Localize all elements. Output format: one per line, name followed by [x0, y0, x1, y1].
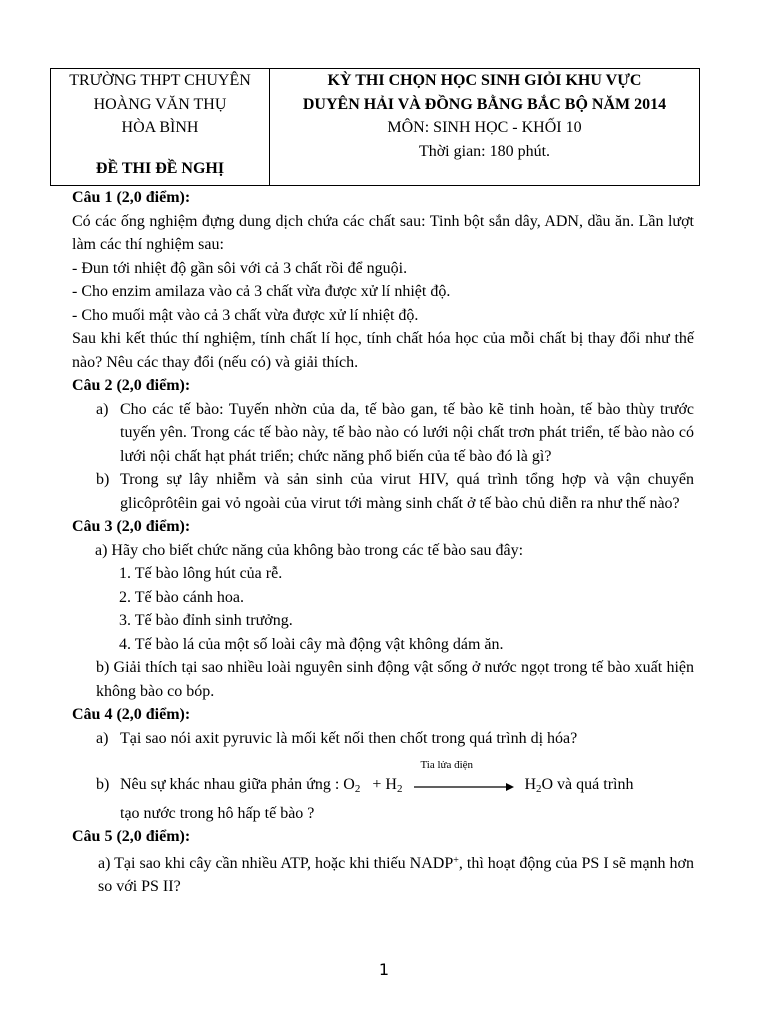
question-1-prompt: Sau khi kết thúc thí nghiệm, tính chất lí học, tính chất hóa học của mỗi chất bị thay đổi như thế nào? Nêu các thay đổi (nếu có) và giải thích.	[72, 330, 694, 371]
school-location: HÒA BÌNH	[121, 119, 199, 136]
question-1-step-3: - Cho muối mật vào cả 3 chất vừa được xử lí nhiệt độ.	[72, 306, 419, 324]
exam-proposal-label: ĐỀ THI ĐỀ NGHỊ	[95, 159, 225, 177]
question-4-part-b-line2: tạo nước trong hô hấp tế bào ?	[120, 804, 315, 822]
reaction-arrow	[414, 759, 514, 795]
question-3-item-2: 2. Tế bào cánh hoa.	[119, 588, 244, 606]
question-1-step-2: - Cho enzim amilaza vào cả 3 chất vừa được xử lí nhiệt độ.	[72, 283, 451, 300]
exam-subject: MÔN: SINH HỌC - KHỐI 10	[387, 119, 582, 136]
question-3-part-b: b) Giải thích tại sao nhiều loài nguyên sinh động vật sống ở nước ngọt trong tế bào xuất hiện không bào co bóp.	[96, 659, 694, 700]
list-marker: a)	[96, 729, 109, 747]
question-5-part-a: a) Tại sao khi cây cần nhiều ATP, hoặc khi thiếu NADP+, thì hoạt động của PS I sẽ mạnh hơn so với PS II?	[98, 854, 695, 895]
question-5-title: Câu 5 (2,0 điểm):	[72, 828, 191, 845]
question-4-title: Câu 4 (2,0 điểm):	[72, 706, 191, 723]
exam-title-line1: KỲ THI CHỌN HỌC SINH GIỎI KHU VỰC	[327, 72, 642, 89]
question-4-part-a-text: Tại sao nói axit pyruvic là mối kết nối then chốt trong quá trình dị hóa?	[120, 729, 578, 747]
exam-duration: Thời gian: 180 phút.	[418, 142, 551, 160]
question-4-part-a	[96, 727, 694, 751]
exam-info-cell	[270, 69, 700, 186]
exam-header-table	[50, 68, 700, 186]
question-2-part-a-text: Cho các tế bào: Tuyến nhờn của da, tế bào gan, tế bào kẽ tinh hoàn, tế bào thùy trước tuyến yên. Trong các tế bào này, tế bào nào có lưới nội chất trơn phát triển, tế bào nào có lưới nội chất hạt phát triển; chức năng phổ biến của tế bào đó là gì?	[120, 400, 694, 465]
question-2-part-b-text: Trong sự lây nhiễm và sản sinh của virut HIV, quá trình tổng hợp và vận chuyển glicôprôtêin gai vỏ ngoài của virut tới màng sinh chất ở tế bào chủ diễn ra như thế nào?	[120, 471, 694, 512]
exam-title-line2: DUYÊN HẢI VÀ ĐỒNG BẰNG BẮC BỘ NĂM 2014	[302, 95, 667, 113]
list-marker: b)	[96, 471, 110, 488]
list-marker: a)	[96, 400, 109, 418]
question-2-title: Câu 2 (2,0 điểm):	[72, 377, 191, 394]
school-name-line1: TRƯỜNG THPT CHUYÊN	[69, 72, 251, 89]
question-4-part-b-text: Nêu sự khác nhau giữa phản ứng : $O_2 + H_2$ Tia lửa điện $H_2O$ và quá trình tạo nước trong hô hấp tế bào ?	[120, 759, 634, 822]
question-2-part-b	[96, 468, 694, 515]
school-info-cell	[51, 69, 270, 186]
question-2-part-a	[96, 398, 694, 469]
school-name-line2: HOÀNG VĂN THỤ	[93, 95, 227, 113]
question-3-item-1: 1. Tế bào lông hút của rễ.	[119, 565, 283, 582]
question-1-intro: Có các ống nghiệm đựng dung dịch chứa các chất sau: Tinh bột sắn dây, ADN, dầu ăn. Lần lượt làm các thí nghiệm sau:	[72, 212, 694, 253]
question-3-part-a: a) Hãy cho biết chức năng của không bào trong các tế bào sau đây:	[95, 541, 524, 559]
question-4-part-b	[96, 759, 694, 825]
list-marker: b)	[96, 776, 110, 793]
question-3-title: Câu 3 (2,0 điểm):	[72, 518, 191, 535]
right-arrow-icon	[414, 775, 514, 795]
reaction-condition-label: Tia lửa điện	[420, 759, 474, 772]
exam-page	[50, 68, 700, 899]
question-3-item-3: 3. Tế bào đỉnh sinh trưởng.	[119, 612, 293, 629]
question-1-title: Câu 1 (2,0 điểm):	[72, 189, 191, 206]
question-1-step-1: - Đun tới nhiệt độ gần sôi với cả 3 chất rồi để nguội.	[72, 259, 408, 277]
question-3-item-4: 4. Tế bào lá của một số loài cây mà động vật không dám ăn.	[119, 635, 504, 653]
page-number: 1	[378, 960, 390, 979]
